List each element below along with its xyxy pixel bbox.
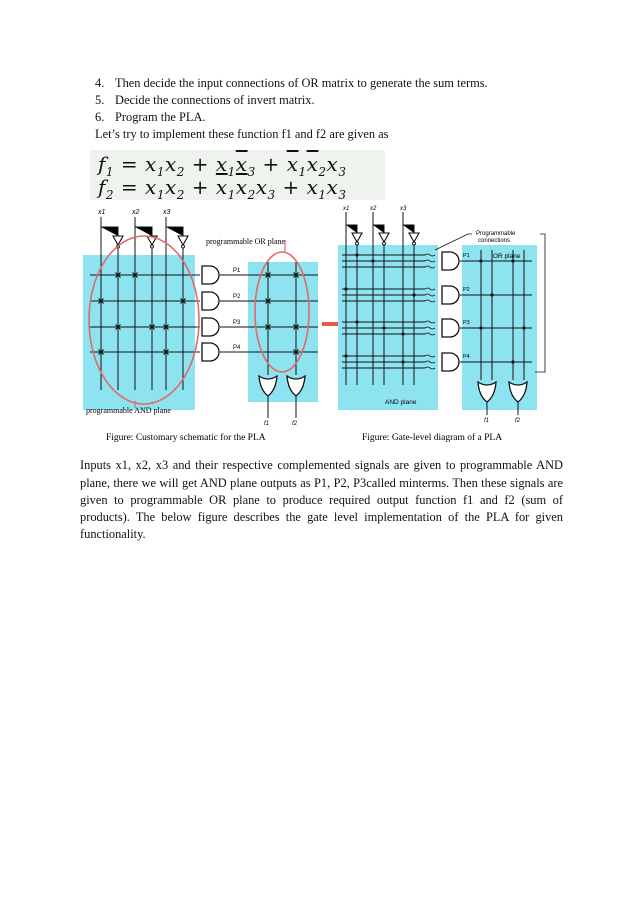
intro-line: Let’s try to implement these function f1 and f2 are given as [95,127,389,141]
right-gate-diagram [338,206,545,443]
output-label: f2 [292,421,298,427]
connections-label: Programmable [476,231,516,237]
instruction-list [95,75,595,126]
figure-caption: Figure: Gate-level diagram of a PLA [362,433,503,443]
output-label: f1 [484,418,490,424]
input-label: x2 [370,206,377,212]
and-plane-label: programmable AND plane [86,406,171,415]
product-label: P1 [463,253,470,259]
input-label: x1 [343,206,350,212]
input-label: x3 [163,209,171,216]
product-label: P4 [463,354,470,360]
equation-f1: $f_1 = x_1x_2 + x_1\overline{x}_3 + \overline{x}_1\overline{x}_2x_3$ [98,152,347,179]
equation-f2: $f_2 = x_1x_2 + \overline{x}_1\overline{x}_2x_3 + x_1x_3$ [98,175,347,202]
or-plane-label: OR plane [493,253,521,260]
list-item: 6. Program the PLA. [95,110,206,124]
pla-figure [80,200,560,445]
or-plane-label: programmable OR plane [206,237,286,246]
product-label: P1 [233,268,241,274]
product-label: P2 [233,294,241,300]
list-item: 5. Decide the connections of invert matrix. [95,93,315,107]
input-label: x1 [98,209,106,216]
input-label: x2 [132,209,140,216]
and-plane [338,245,438,410]
product-label: P3 [233,320,241,326]
and-plane-label: AND plane [385,399,417,406]
body-paragraph: Inputs x1, x2, x3 and their respective complemented signals are given to programmable AND plane, there we will get AND plane outputs as P1, P2, P3called minterms. Then these signals are given to programmable OR plane to produce required output function f1 and f2 (sum of products). The below figure describes the gate level implementation of the PLA for given functionality. [80,458,563,542]
equation-image [90,150,385,200]
connections-label: connections [478,238,511,244]
product-label: P4 [233,345,241,351]
product-label: P2 [463,287,470,293]
input-label: x3 [400,206,407,212]
figure-caption: Figure: Customary schematic for the PLA [106,433,266,443]
left-schematic [83,209,318,443]
output-label: f1 [264,421,270,427]
list-item: 4. Then decide the input connections of OR matrix to generate the sum terms. [95,76,488,90]
product-label: P3 [463,320,470,326]
output-label: f2 [515,418,521,424]
